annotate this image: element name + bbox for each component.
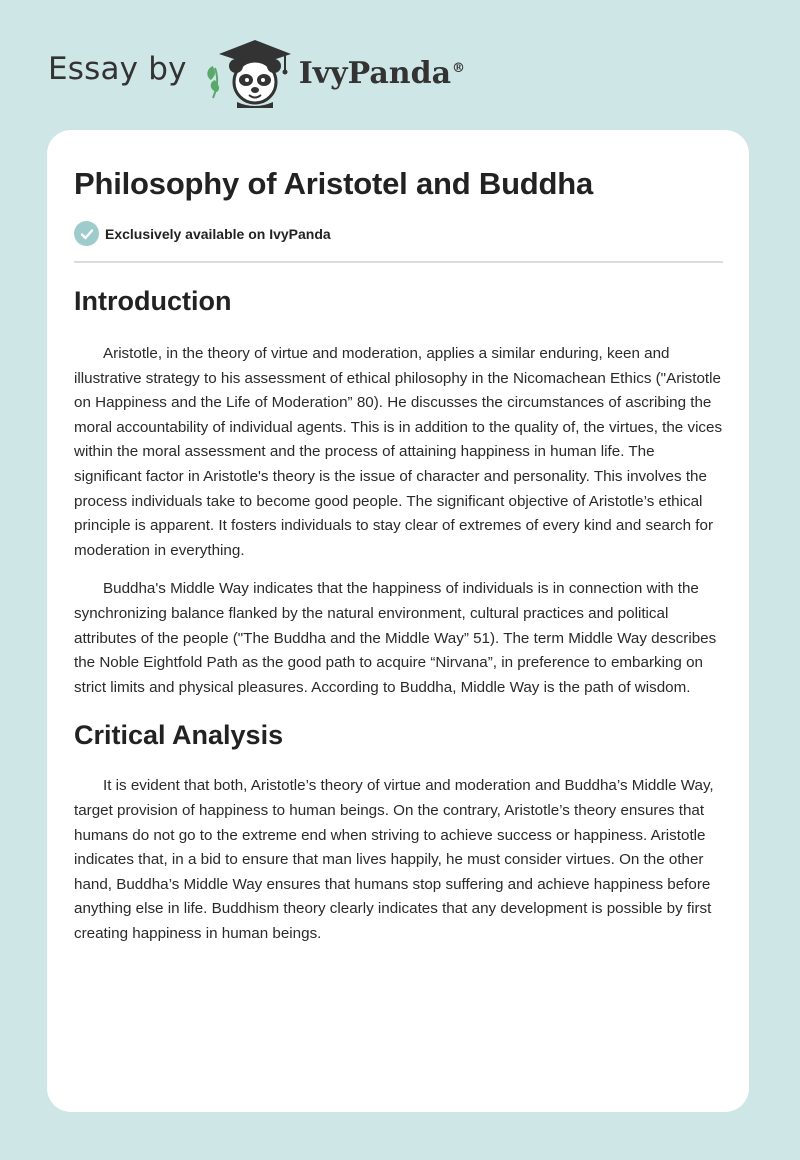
essay-card: [47, 130, 749, 1112]
exclusive-badge: [74, 221, 331, 246]
section-heading-introduction: Introduction: [74, 286, 232, 316]
essay-by-label: Essay by: [48, 51, 187, 87]
article-body: [74, 284, 724, 960]
paragraph: Buddha's Middle Way indicates that the happiness of individuals is in connection with the synchronizing balance flanked by the natural environment, cultural practices and political attributes of the people ("The Buddha and the Middle Way” 51). The term Middle Way describes the Noble Eightfold Path as the good path to acquire “Nirvana”, in preference to embarking on strict limits and physical pleasures. According to Buddha, Middle Way is the path of wisdom.: [74, 580, 717, 696]
paragraph: It is evident that both, Aristotle’s theory of virtue and moderation and Buddha’s Middle Way, target provision of happiness to human beings. On the contrary, Aristotle’s theory ensures that humans do not go to the extreme end when striving to achieve success or happiness. Aristotle indicates that, in a bid to ensure that man lives happily, he must consider virtues. On the other hand, Buddha’s Middle Way ensures that humans stop suffering and achieve happiness before anything else in life. Buddhism theory clearly indicates that any development is possible by first creating happiness in human beings.: [74, 777, 714, 942]
divider: [74, 261, 723, 263]
panda-logo-icon[interactable]: [203, 36, 295, 108]
check-icon: [74, 221, 99, 246]
paragraph: Aristotle, in the theory of virtue and moderation, applies a similar enduring, keen and illustrative strategy to his assessment of ethical philosophy in the Nicomachean Ethics ("Aristotle on Happiness and the Life of Moderation” 80). He discusses the circumstances of ascribing the moral accountability of individual agents. This is in addition to the quality of, the virtues, the vices within the moral assessment and the process of attaining happiness in human life. The significant factor in Aristotle's theory is the issue of character and personality. This involves the process individuals take to become good people. The significant objective of Aristotle’s ethical principle is apparent. It fosters individuals to stay clear of extremes of every kind and search for moderation in everything.: [74, 345, 723, 559]
registered-mark: ®: [452, 60, 466, 76]
brand-name[interactable]: IvyPanda®: [298, 55, 466, 91]
page-title: Philosophy of Aristotel and Buddha: [74, 166, 594, 201]
section-heading-critical-analysis: Critical Analysis: [74, 720, 284, 751]
site-header: [48, 36, 465, 108]
exclusive-label: Exclusively available on IvyPanda: [105, 225, 331, 242]
